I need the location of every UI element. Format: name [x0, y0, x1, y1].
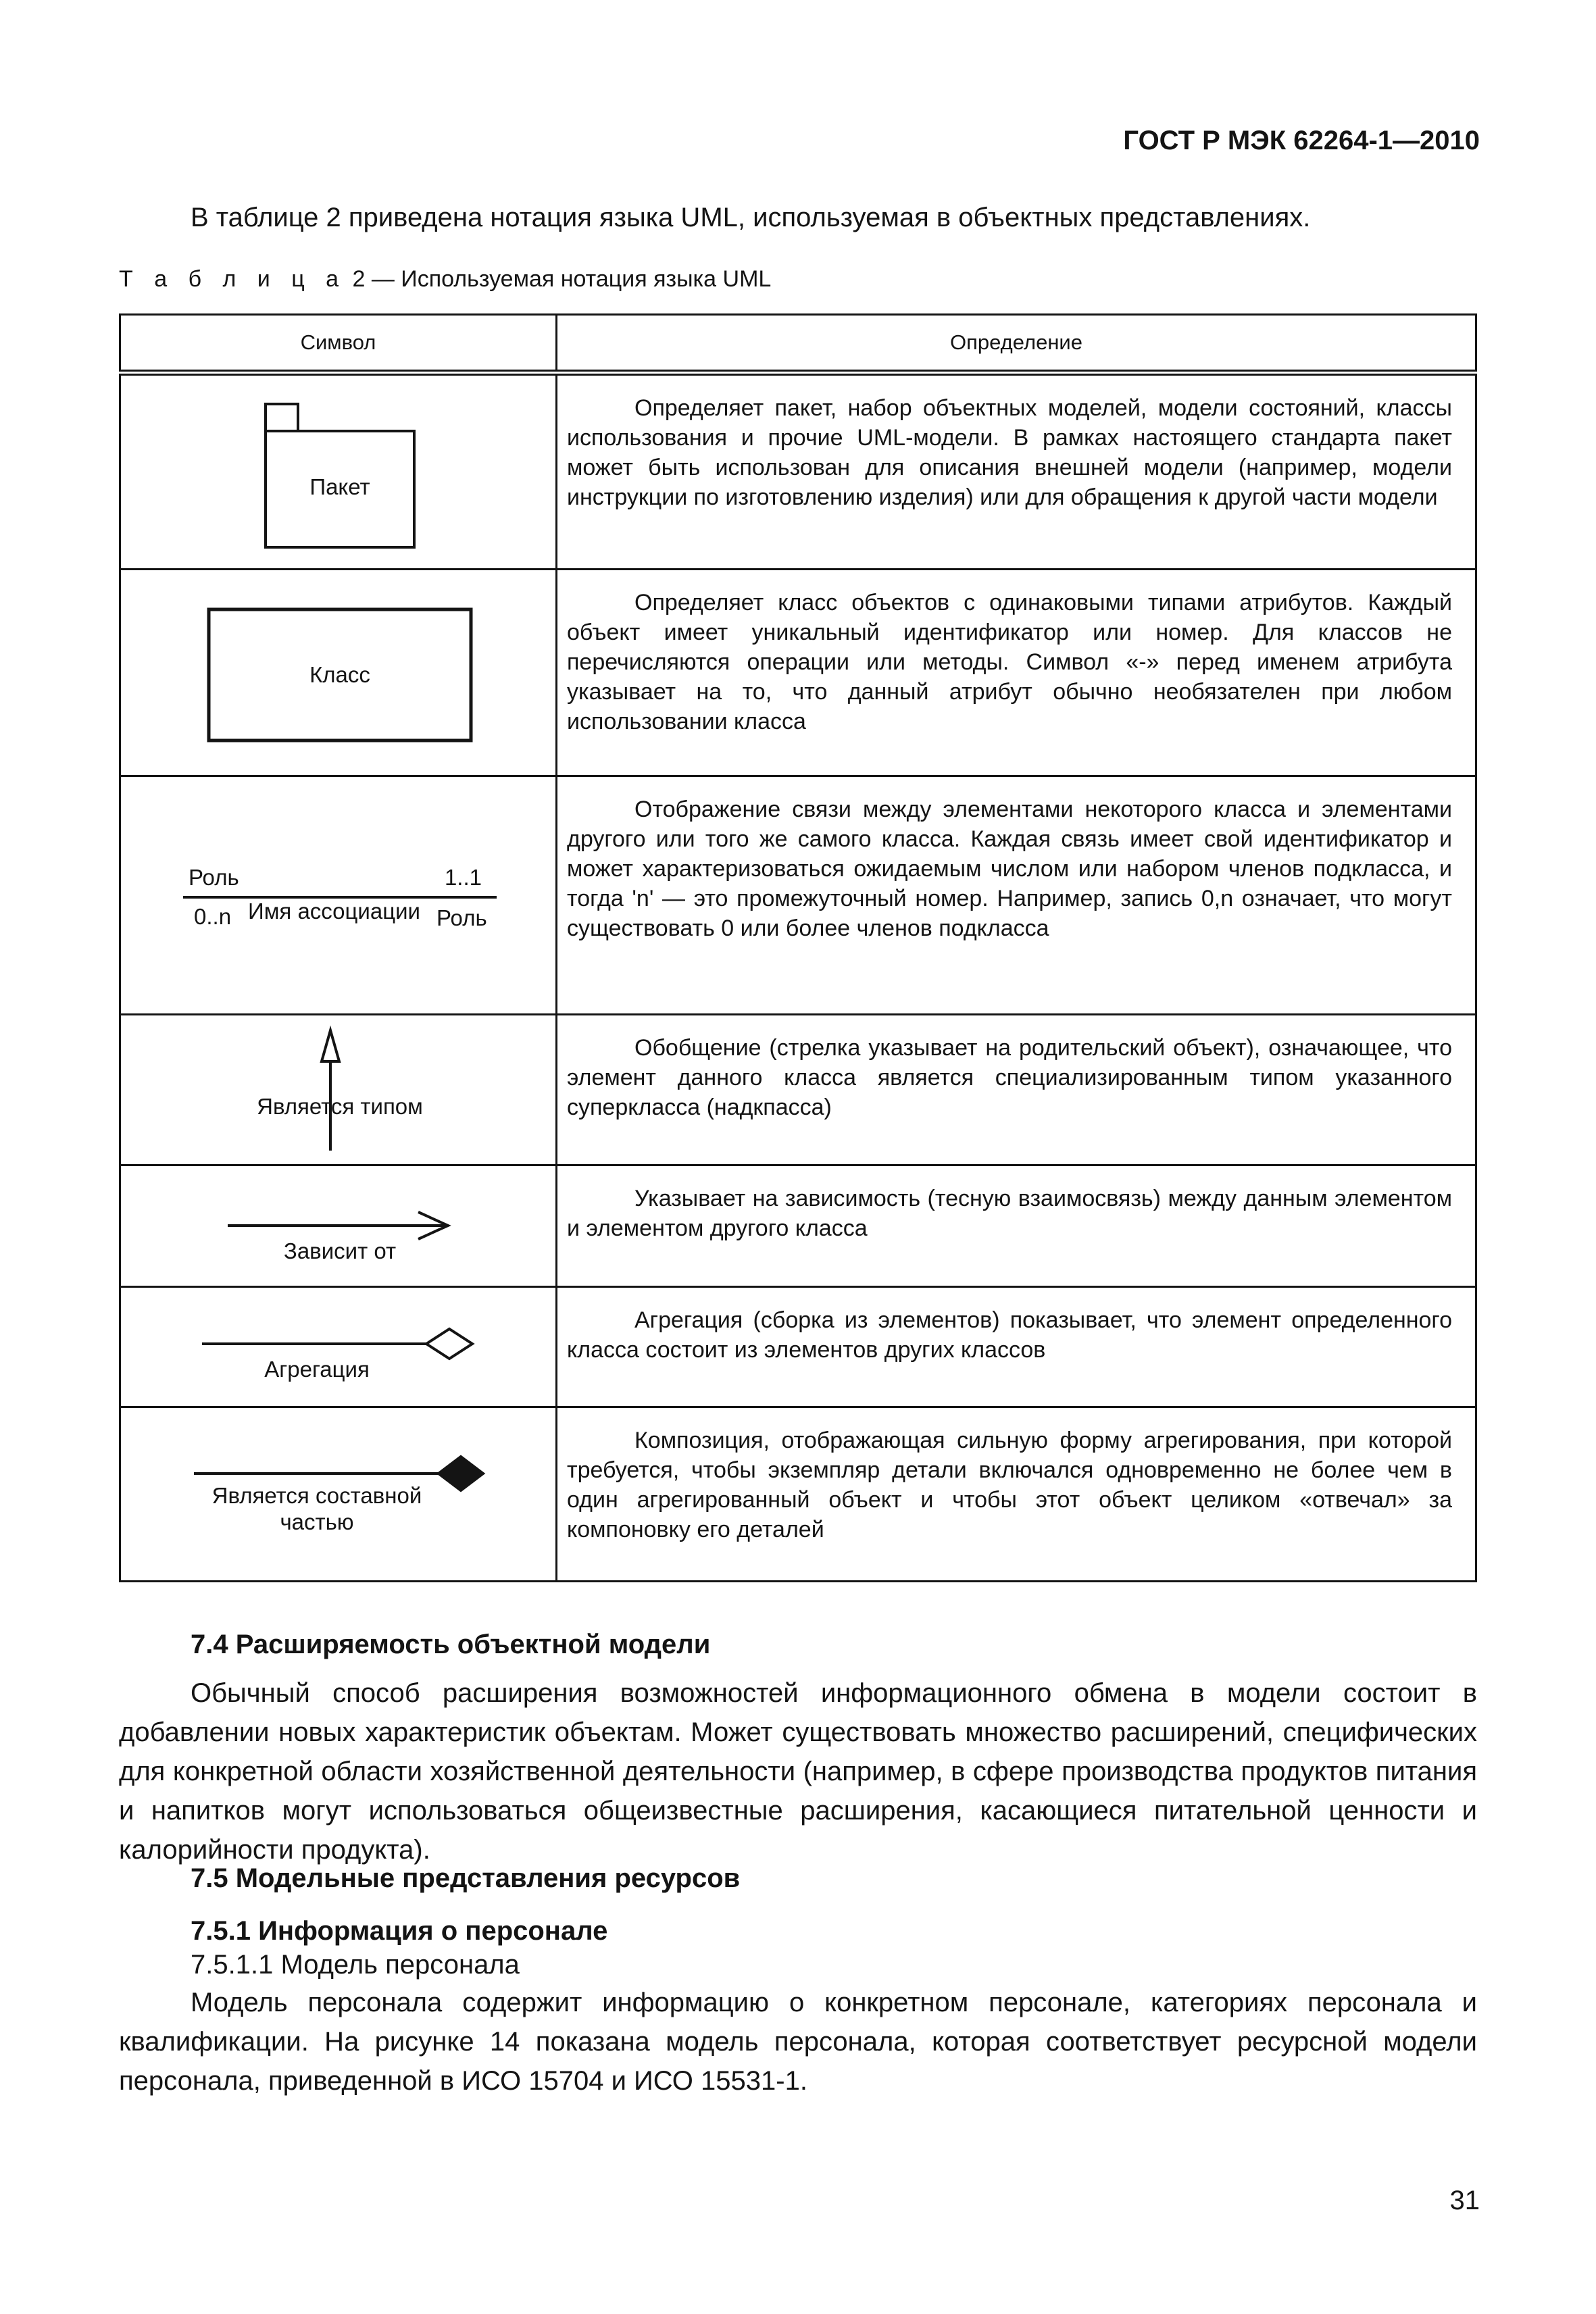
- section-7-4-heading: 7.4 Расширяемость объектной модели: [191, 1630, 711, 1659]
- dependency-label: Зависит от: [283, 1238, 397, 1263]
- symbol-cell: [120, 1015, 557, 1165]
- symbol-cell: [120, 776, 557, 1015]
- aggregation-symbol: [121, 1288, 557, 1404]
- section-7-5-1-heading: 7.5.1 Информация о персонале: [191, 1916, 608, 1946]
- header-symbol: Символ: [120, 315, 557, 373]
- composition-label-line2: частью: [280, 1509, 354, 1534]
- table-caption-label: Т а б л и ц а: [119, 266, 347, 292]
- definition-cell: Определяет пакет, набор объектных моделей, модели состояний, классы использования и прочие UML-модели. В рамках настоящего стандарта пакет может быть использован для описания внешней модели (например, модели инструкции по изготовлению изделия) или для обращения к другой части модели: [557, 373, 1476, 570]
- section-7-5-heading: 7.5 Модельные представления ресурсов: [191, 1863, 741, 1893]
- package-symbol: [121, 376, 557, 568]
- table-row-class: [120, 570, 1476, 776]
- header-definition: Определение: [557, 315, 1476, 373]
- multiplicity-right: 1..1: [444, 865, 482, 890]
- intro-paragraph: В таблице 2 приведена нотация языка UML, используемая в объектных представлениях.: [191, 203, 1311, 232]
- table-row-package: [120, 373, 1476, 570]
- association-symbol: [121, 777, 557, 1011]
- role-right: Роль: [437, 905, 487, 930]
- table-row-composition: [120, 1407, 1476, 1582]
- symbol-cell: [120, 1287, 557, 1407]
- generalization-symbol: [121, 1015, 557, 1162]
- dependency-symbol: [121, 1166, 557, 1284]
- table-row-aggregation: [120, 1287, 1476, 1407]
- class-symbol: [121, 570, 557, 773]
- table-header-row: [120, 315, 1476, 373]
- class-label: Класс: [309, 662, 370, 687]
- symbol-cell: [120, 373, 557, 570]
- table-caption: [119, 266, 771, 293]
- symbol-cell: [120, 1407, 557, 1582]
- page-number: 31: [1449, 2186, 1480, 2215]
- uml-notation-table: [119, 313, 1477, 1582]
- symbol-cell: [120, 570, 557, 776]
- symbol-cell: [120, 1165, 557, 1287]
- composition-symbol: [121, 1408, 557, 1578]
- multiplicity-left: 0..n: [194, 904, 232, 929]
- definition-cell: Обобщение (стрелка указывает на родительский объект), означающее, что элемент данного класса является специализированным типом указанного суперкласса (надкпасса): [557, 1015, 1476, 1165]
- table-caption-title: 2 — Используемая нотация языка UML: [346, 266, 772, 292]
- table-row-dependency: [120, 1165, 1476, 1287]
- section-7-5-1-1-paragraph: Модель персонала содержит информацию о конкретном персонале, категориях персонала и квалификации. На рисунке 14 показана модель персонала, которая соответствует ресурсной модели персонала, приведенной в ИСО 15704 и ИСО 15531-1.: [119, 1988, 1477, 2096]
- package-label: Пакет: [309, 474, 370, 499]
- standard-designation: ГОСТ Р МЭК 62264-1—2010: [1123, 126, 1480, 155]
- definition-cell: Определяет класс объектов с одинаковыми типами атрибутов. Каждый объект имеет уникальный идентификатор или номер. Для классов не перечисляются операции или методы. Символ «-» перед именем атрибута указывает на то, что данный атрибут обычно необязателен при любом использовании класса: [557, 570, 1476, 776]
- association-name: Имя ассоциации: [248, 899, 420, 924]
- section-7-5-1-1-subheading: 7.5.1.1 Модель персонала: [191, 1950, 520, 1980]
- section-7-4-paragraph: Обычный способ расширения возможностей информационного обмена в модели состоит в добавлении новых характеристик объектам. Может существовать множество расширений, специфических для конкретной области хозяйственной деятельности (например, в сфере производства продуктов питания и напитков могут использоваться общеизвестные расширения, касающиеся питательной ценности и калорийности продукта).: [119, 1678, 1477, 1865]
- definition-cell: Отображение связи между элементами некоторого класса и элементами другого или того же самого класса. Каждая связь имеет свой идентификатор и может характеризоваться ожидаемым числом или набором членов подкласса, и тогда 'n' — это промежуточный номер. Например, запись 0,n означает, что могут существовать 0 или более членов подкласса: [557, 776, 1476, 1015]
- definition-cell: Агрегация (сборка из элементов) показывает, что элемент определенного класса состоит из элементов других классов: [557, 1287, 1476, 1407]
- role-left: Роль: [189, 865, 239, 890]
- definition-cell: Композиция, отображающая сильную форму агрегирования, при которой требуется, чтобы экземпляр детали включался одновременно не более чем в один агрегированный объект и чтобы этот объект целиком «отвечал» за компоновку его деталей: [557, 1407, 1476, 1582]
- generalization-label: Является типом: [257, 1094, 423, 1119]
- table-row-generalization: [120, 1015, 1476, 1165]
- definition-cell: Указывает на зависимость (тесную взаимосвязь) между данным элементом и элементом другого класса: [557, 1165, 1476, 1287]
- composition-label-line1: Является составной: [211, 1483, 422, 1508]
- table-row-association: [120, 776, 1476, 1015]
- aggregation-label: Агрегация: [264, 1357, 370, 1382]
